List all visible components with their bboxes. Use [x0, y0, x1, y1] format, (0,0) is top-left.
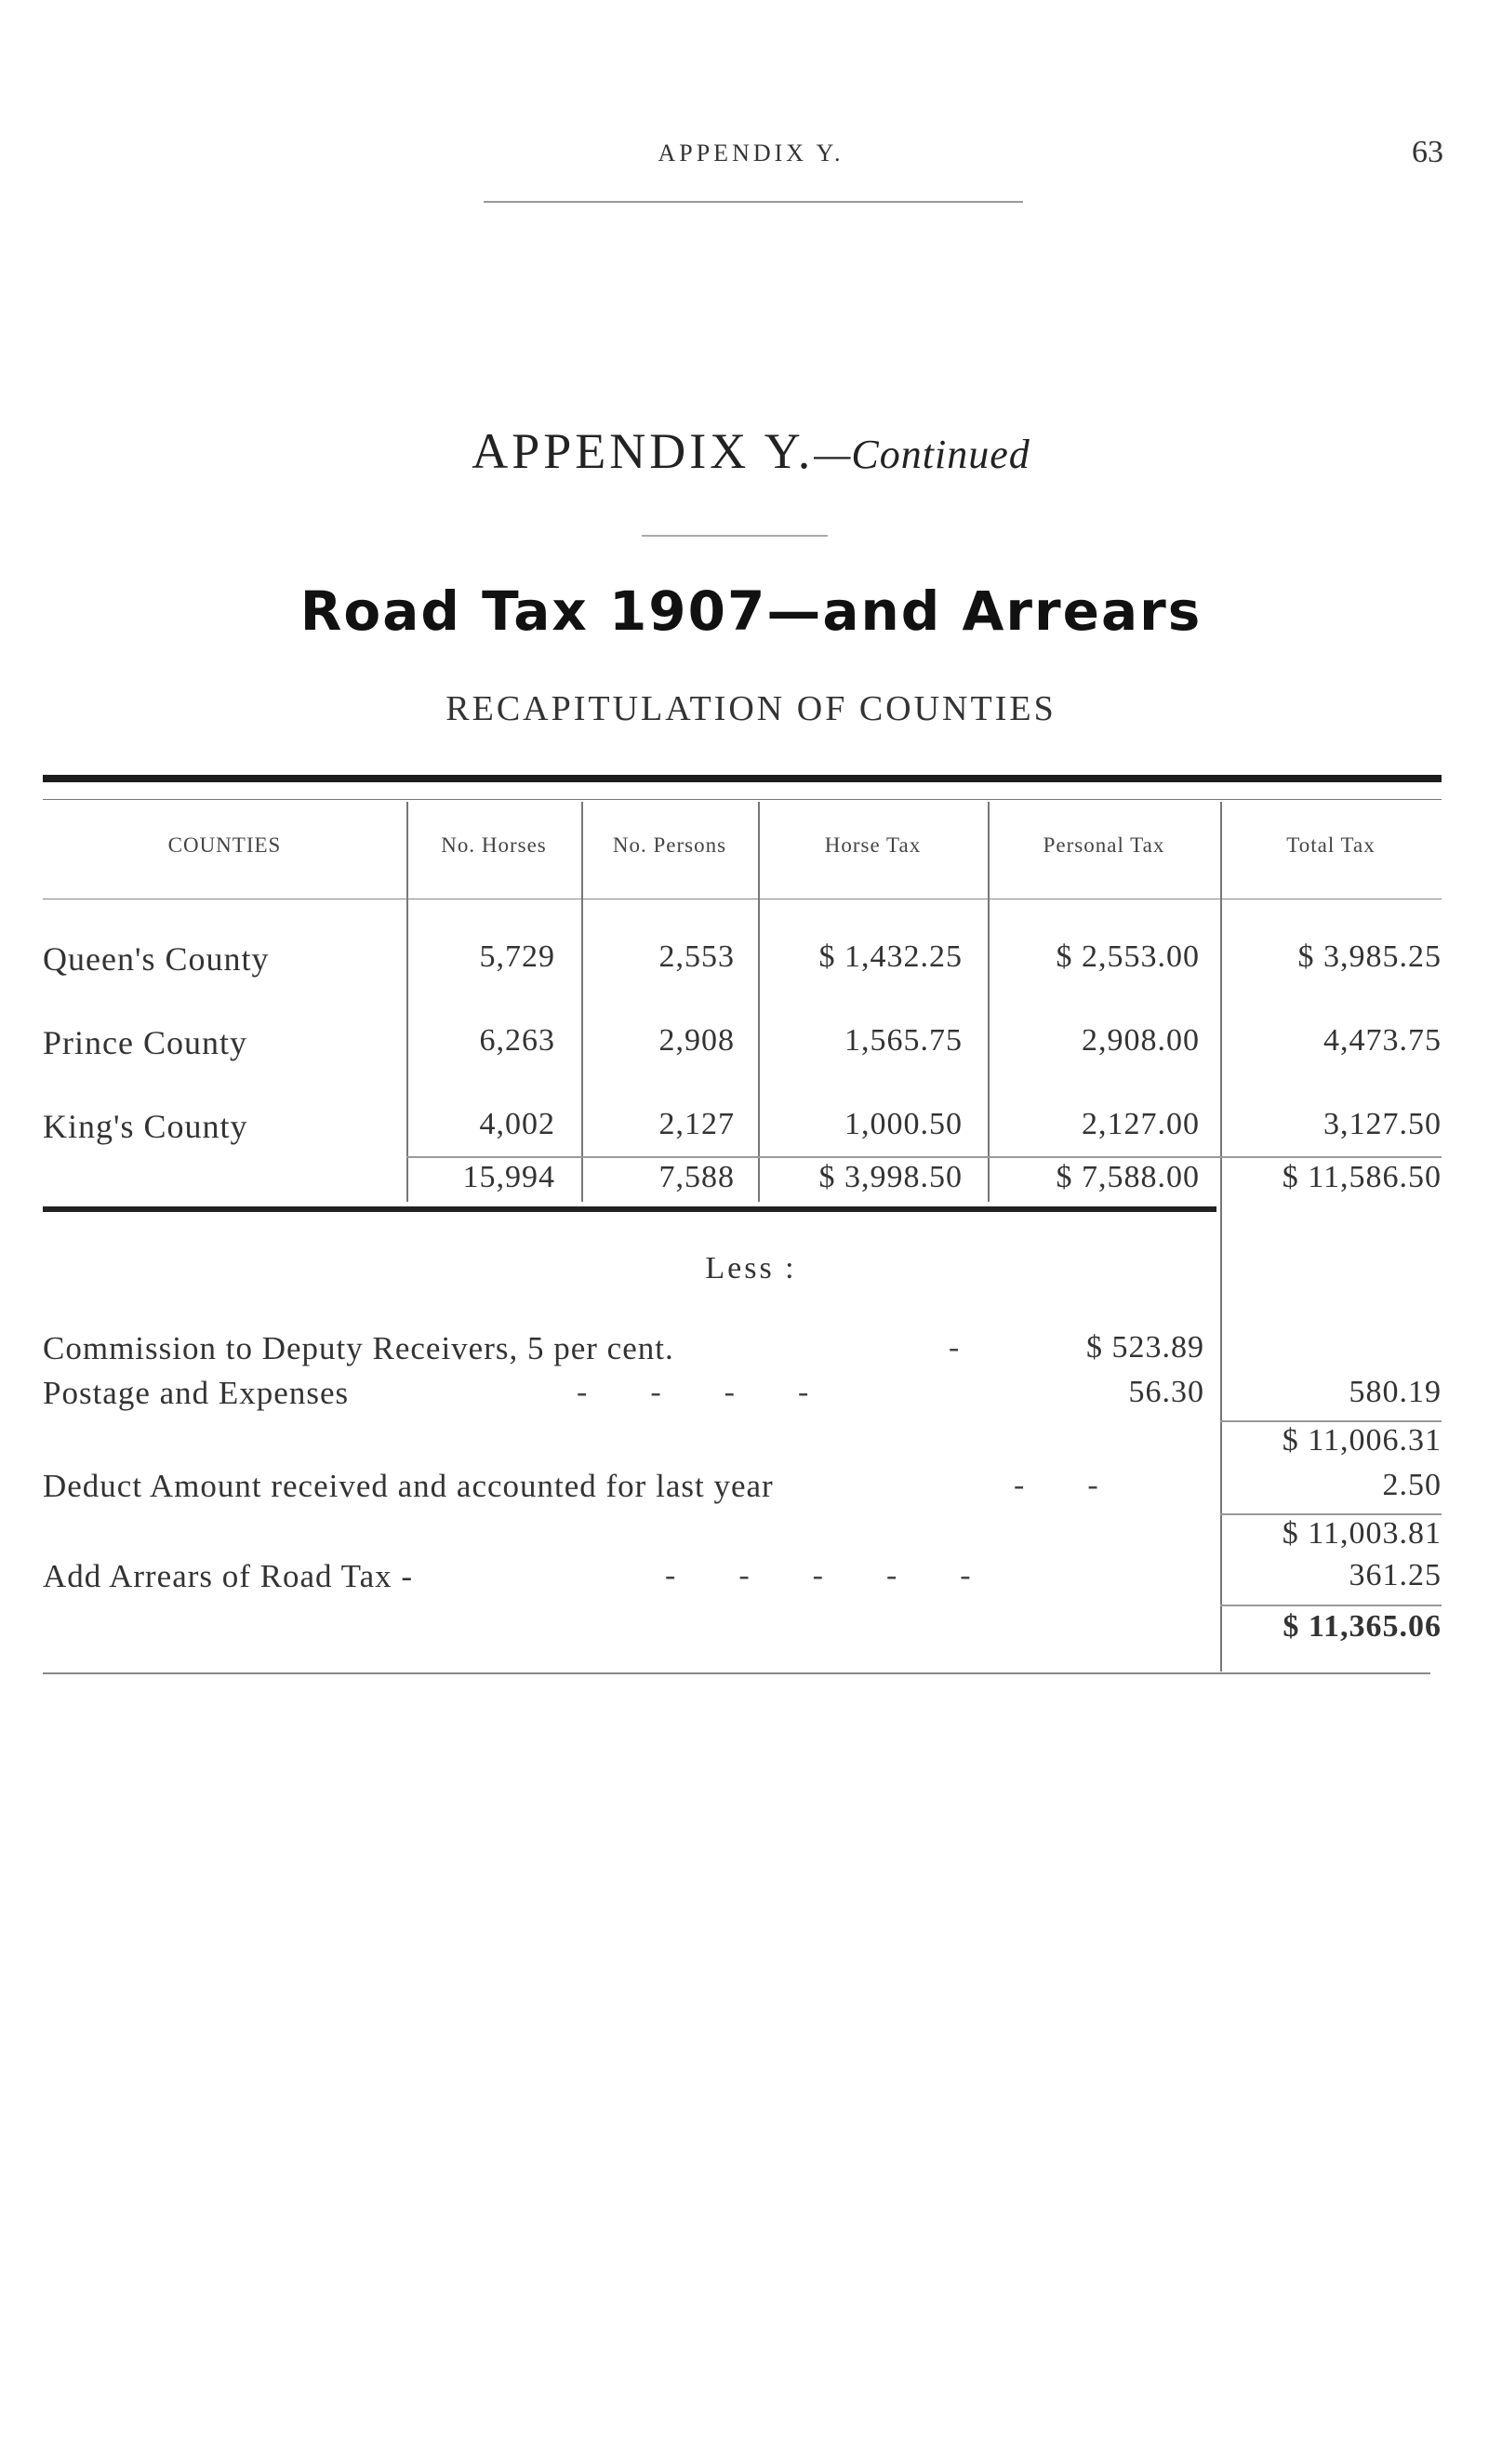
- deduct-value: 2.50: [1382, 1468, 1442, 1502]
- less-heading: Less :: [705, 1251, 797, 1285]
- page-title: [0, 422, 1502, 480]
- commission-dash: -: [949, 1330, 960, 1365]
- cell-total-tax: 3,127.50: [1323, 1107, 1442, 1141]
- subtotal1-rule: [1220, 1420, 1442, 1422]
- cell-personal-tax: $ 2,553.00: [1056, 939, 1200, 974]
- cell-total-tax: 4,473.75: [1323, 1023, 1442, 1058]
- postage-label: Postage and Expenses: [43, 1375, 350, 1411]
- header-rule: [484, 201, 1023, 203]
- postage-dashes: - - - -: [577, 1375, 809, 1409]
- section-title: Road Tax 1907—and Arrears: [299, 579, 1203, 643]
- table-bottom-thick-rule: [43, 1206, 1216, 1212]
- header-horses: No. Horses: [441, 833, 547, 857]
- title-continued: —Continued: [814, 432, 1030, 477]
- deduct-dashes: - -: [1014, 1468, 1098, 1502]
- title-rule: [642, 535, 828, 537]
- arrears-dashes: - - - - -: [665, 1558, 971, 1592]
- title-main: APPENDIX Y.: [472, 423, 815, 479]
- cell-horse-tax: 1,000.50: [844, 1107, 963, 1141]
- section-subtitle: RECAPITULATION OF COUNTIES: [445, 689, 1057, 728]
- cell-horses: 4,002: [479, 1107, 555, 1141]
- deduct-label: Deduct Amount received and accounted for last year: [43, 1468, 774, 1504]
- table-top-thick-rule: [43, 775, 1442, 782]
- postage-value: 56.30: [1128, 1375, 1204, 1409]
- less-total-value: 580.19: [1349, 1375, 1442, 1409]
- page-number: 63: [1412, 135, 1443, 169]
- cell-personal-tax: 2,127.00: [1082, 1107, 1200, 1141]
- header-counties: COUNTIES: [167, 833, 282, 857]
- subtotal2-rule: [1220, 1513, 1442, 1515]
- total-personal-tax: $ 7,588.00: [1056, 1160, 1200, 1194]
- county-name: Queen's County: [43, 940, 270, 978]
- cell-horses: 6,263: [479, 1023, 555, 1058]
- total-total-tax: $ 11,586.50: [1282, 1160, 1442, 1194]
- total-horses: 15,994: [462, 1160, 555, 1194]
- arrears-value: 361.25: [1349, 1558, 1442, 1592]
- cell-persons: 2,553: [658, 939, 735, 974]
- table-top-thin-rule: [43, 799, 1442, 800]
- total-horse-tax: $ 3,998.50: [818, 1160, 963, 1194]
- cell-persons: 2,127: [658, 1107, 735, 1141]
- totals-rule: [406, 1156, 1442, 1158]
- arrears-label: Add Arrears of Road Tax -: [43, 1558, 414, 1594]
- grand-total-value: $ 11,365.06: [1283, 1609, 1442, 1644]
- commission-value: $ 523.89: [1086, 1330, 1204, 1365]
- county-name: King's County: [43, 1108, 248, 1145]
- header-horse-tax: Horse Tax: [824, 833, 922, 857]
- running-head: APPENDIX Y.: [658, 140, 844, 166]
- subtotal2-value: $ 11,003.81: [1282, 1516, 1442, 1551]
- cell-persons: 2,908: [658, 1023, 735, 1058]
- cell-personal-tax: 2,908.00: [1082, 1023, 1200, 1058]
- header-total-tax: Total Tax: [1286, 833, 1376, 857]
- commission-label: Commission to Deputy Receivers, 5 per cent.: [43, 1330, 674, 1366]
- cell-horse-tax: 1,565.75: [844, 1023, 963, 1058]
- total-persons: 7,588: [658, 1160, 735, 1194]
- cell-horses: 5,729: [479, 939, 555, 974]
- cell-total-tax: $ 3,985.25: [1297, 939, 1442, 974]
- county-name: Prince County: [43, 1024, 247, 1061]
- subtotal1-value: $ 11,006.31: [1282, 1423, 1442, 1458]
- header-persons: No. Persons: [612, 833, 727, 857]
- grand-total-rule: [1220, 1605, 1442, 1606]
- header-personal-tax: Personal Tax: [1043, 833, 1165, 857]
- page-bottom-rule: [43, 1672, 1430, 1674]
- cell-horse-tax: $ 1,432.25: [818, 939, 963, 974]
